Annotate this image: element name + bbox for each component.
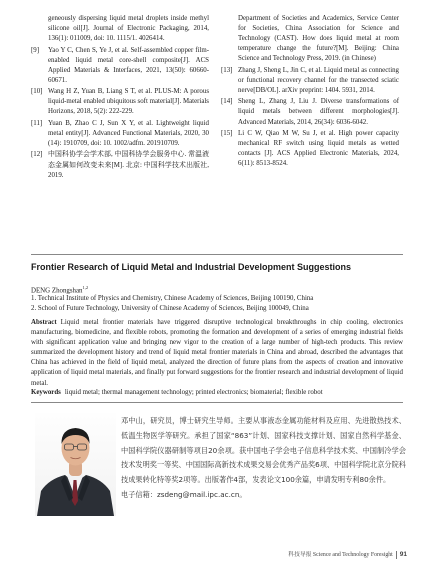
- author-bio: [121, 414, 406, 503]
- reference-item: [221, 66, 399, 96]
- page-footer: [288, 549, 407, 559]
- reference-text: Wang H Z, Yuan B, Liang S T, et al. PLUS-M: A porous liquid-metal enabled ubiquitous soft material[J]. Materials Horizons, 2018, 5(2): 222-229.: [48, 88, 209, 116]
- reference-number: [31, 14, 48, 44]
- reference-text: Yuan B, Zhao C J, Sun X Y, et al. Lightweight liquid metal entity[J]. Advanced Functional Materials, 2020, 30 (14): 1910709, doi: 10. 1002/adfm. 201910709.: [48, 119, 209, 148]
- reference-item: [221, 129, 399, 169]
- reference-item: [221, 14, 399, 64]
- reference-item: [31, 46, 209, 86]
- reference-number: [13]: [221, 66, 233, 74]
- journal-name: 科技导报 Science and Technology Foresight: [288, 552, 393, 558]
- reference-text: Department of Societies and Academics, Service Center for Societies, China Association for Science and Technology (CAST). How does liquid metal at room temperature change the future?[M]. Beijing: China Science and Technology Press, 2019. (in Chinese): [238, 15, 399, 63]
- reference-item: [31, 150, 209, 180]
- reference-number: [14]: [221, 98, 233, 106]
- reference-text: Sheng L, Zhang J, Liu J. Diverse transformations of liquid metals between different morphologies[J]. Advanced Materials, 2014, 26(34): 6036-6042.: [238, 98, 399, 126]
- reference-text: geneously dispersing liquid metal droplets inside methyl silicone oil[J]. Journal of Electronic Packaging, 2014, 136(1): 011009, doi: 10. 1115/1. 4026414.: [48, 15, 209, 43]
- reference-item: [221, 97, 399, 127]
- references-section: [0, 14, 427, 269]
- reference-item: [31, 87, 209, 117]
- reference-number: [15]: [221, 129, 233, 137]
- reference-text: Zhang J, Sheng L, Jin C, et al. Liquid metal as connecting or functional recovery channel for the transected sciatic nerve[DB/OL]. arXiv preprint: 1404. 5931, 2014.: [238, 66, 399, 94]
- reference-text: Yao Y C, Chen S, Ye J, et al. Self-assembled copper film-enabled liquid metal core-shell composite[J]. ACS Applied Materials & Interfaces, 2021, 13(50): 60660-60671.: [48, 46, 209, 84]
- author-photo: [35, 413, 116, 516]
- references-right-column: [221, 14, 399, 171]
- page-number: 91: [399, 551, 407, 558]
- reference-text: 中国科协学会学术部, 中国科协学会服务中心. 常温液态金属如何改变未来[M]. 北京: 中国科学技术出版社, 2019.: [48, 151, 209, 179]
- reference-text: Li C W, Qiao M W, Su J, et al. High power capacity mechanical RF switch using liquid metals as wetted contacts [J]. ACS Applied Electronic Materials, 2024, 6(11): 8513-8524.: [238, 129, 399, 168]
- keywords-text: liquid metal; thermal management technology; printed electronics; biomaterial; flexible robot: [64, 389, 323, 396]
- abstract-label: Abstract: [31, 319, 57, 326]
- references-left-column: [31, 14, 209, 182]
- section-divider: [31, 254, 403, 255]
- abstract-text: Liquid metal frontier materials have triggered disruptive technological breakthroughs in chip cooling, electronics manufacturing, biomedicine, and flexible robots, promoting the formation and development of a series of emerging industrial fields with significant application value and bringing new vigor to the creation of a large number of high-tech products. This review summarized the development history and trend of liquid metal frontier materials in China and abroad, described the advantages that China has achieved in the field of liquid metal, analyzed the direction of future plans from the aspects of creation and innovative application of liquid metal materials, and finally put forward suggestions for the frontier research and industrial development of liquid metal.: [31, 319, 403, 387]
- reference-item: [31, 14, 209, 44]
- author-bio-text: 邓中山，研究员，博士研究生导师。主要从事液态金属功能材料及应用、先进散热技术、低温生物医学等研究。承担了国家“863”计划、国家科技支撑计划、国家自然科学基金、中国科学院仪器研制等项目20余项。获中国电子学会电子信息科学技术奖、中国制冷学会技术发明奖一等奖、中国国际高新技术成果交易会优秀产品奖6项、中国科学院北京分院科技成果转化特等奖2项等。出版著作4部，发表论文100余篇，申请发明专利80余件。: [121, 416, 406, 485]
- author-affiliation-markers: 1,2: [82, 285, 89, 290]
- reference-number: [221, 14, 238, 64]
- keywords-label: Keywords: [31, 389, 61, 396]
- author-name: DENG Zhongshan: [31, 287, 83, 295]
- reference-item: [31, 119, 209, 149]
- author-email: 电子信箱：zsdeng@mail.ipc.ac.cn。: [121, 489, 247, 499]
- author-portrait-image: [35, 413, 116, 516]
- affiliation-1: 1. Technical Institute of Physics and Chemistry, Chinese Academy of Sciences, Beijing 100190, China: [31, 295, 314, 302]
- bio-divider: [31, 402, 403, 403]
- abstract: [31, 318, 403, 389]
- affiliation-2: 2. School of Future Technology, University of Chinese Academy of Sciences, Beijing 100049, China: [31, 305, 309, 312]
- footer-separator: [396, 551, 397, 559]
- reference-number: [9]: [31, 46, 40, 54]
- article-title: Frontier Research of Liquid Metal and Industrial Development Suggestions: [31, 262, 352, 272]
- reference-number: [11]: [31, 119, 43, 127]
- reference-number: [12]: [31, 151, 43, 159]
- reference-number: [10]: [31, 88, 43, 96]
- keywords: [31, 388, 403, 398]
